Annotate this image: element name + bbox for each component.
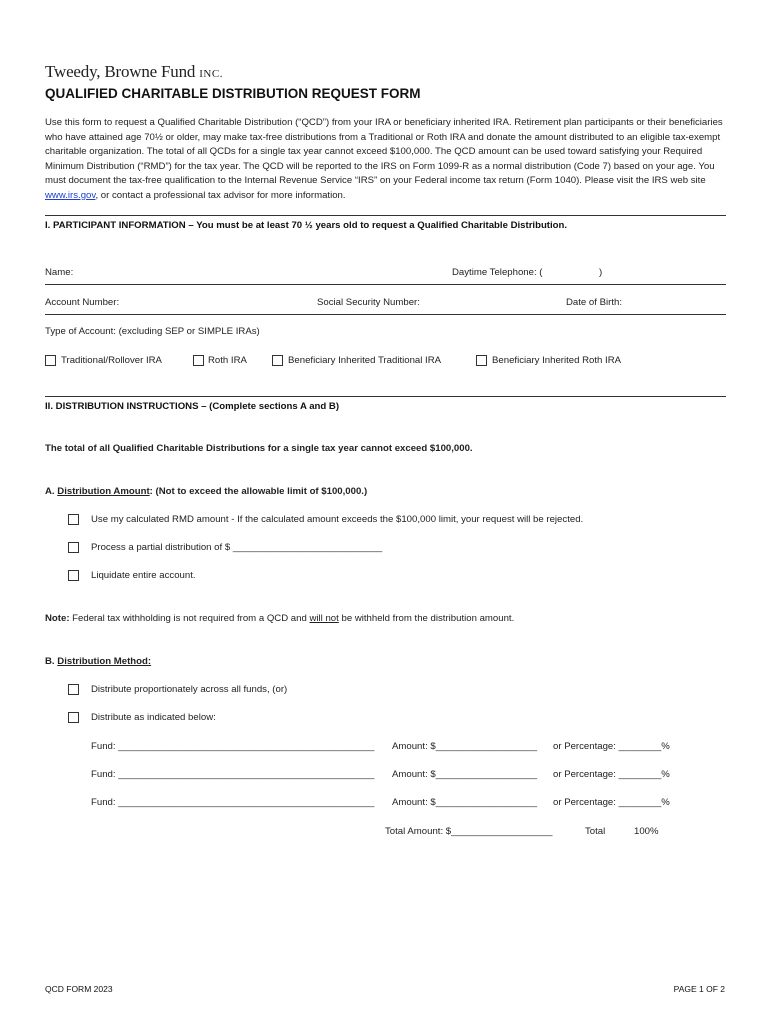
roth-ira-label: Roth IRA bbox=[208, 355, 247, 366]
as-indicated-label: Distribute as indicated below: bbox=[91, 712, 216, 723]
withholding-note bbox=[45, 613, 514, 624]
account-number-label: Account Number: bbox=[45, 297, 120, 308]
phone-close: ) bbox=[599, 267, 603, 278]
percentage-field[interactable]: or Percentage: ________% bbox=[553, 797, 670, 808]
account-type-label: Type of Account: (excluding SEP or SIMPLE IRAs) bbox=[45, 326, 260, 337]
logo-text: Tweedy, Browne Fund bbox=[45, 62, 196, 81]
limit-note: The total of all Qualified Charitable Distributions for a single tax year cannot exceed $100,000. bbox=[45, 443, 473, 454]
section-a-heading bbox=[45, 486, 367, 497]
fund-field[interactable]: Fund: ________________________________________________ bbox=[91, 769, 375, 780]
as-indicated-checkbox[interactable] bbox=[68, 712, 79, 723]
name-field-line[interactable] bbox=[45, 284, 726, 285]
account-field-line[interactable] bbox=[45, 314, 726, 315]
form-title: QUALIFIED CHARITABLE DISTRIBUTION REQUEST FORM bbox=[45, 86, 421, 101]
note-will-not: will not bbox=[309, 613, 339, 624]
ssn-label: Social Security Number: bbox=[317, 297, 420, 308]
fund-field[interactable]: Fund: ________________________________________________ bbox=[91, 797, 375, 808]
section-b-title: Distribution Method: bbox=[57, 656, 152, 667]
traditional-ira-label: Traditional/Rollover IRA bbox=[61, 355, 162, 366]
rmd-amount-checkbox[interactable] bbox=[68, 514, 79, 525]
irs-link[interactable]: www.irs.gov bbox=[45, 189, 96, 201]
percentage-field[interactable]: or Percentage: ________% bbox=[553, 769, 670, 780]
note-label: Note: bbox=[45, 613, 70, 624]
section-b-prefix: B. bbox=[45, 656, 58, 667]
dob-label: Date of Birth: bbox=[566, 297, 622, 308]
footer-page-number: PAGE 1 OF 2 bbox=[673, 984, 725, 994]
proportional-label: Distribute proportionately across all funds, (or) bbox=[91, 684, 288, 695]
name-label: Name: bbox=[45, 267, 74, 278]
proportional-checkbox[interactable] bbox=[68, 684, 79, 695]
section-a-title: Distribution Amount bbox=[57, 486, 150, 497]
fund-field[interactable]: Fund: ________________________________________________ bbox=[91, 741, 375, 752]
total-label: Total bbox=[585, 826, 606, 837]
intro-text: Use this form to request a Qualified Charitable Distribution (“QCD”) from your IRA or beneficiary inherited IRA. Retirement plan participants or their beneficiaries who have attained age 70½ or older, may make tax-free distributions from a Traditional or Roth IRA and donate the amount distributed to an eligible tax-exempt charitable organization. The total of all QCDs for a single tax year cannot exceed $100,000. The QCD amount can be used toward satisfying your Required Minimum Distribution (“RMD”) for the tax year. The QCD will be reported to the IRS on Form 1099-R as a normal distribution (Code 7) based on your age. You must document the tax-free qualification to the Internal Revenue Service “IRS” on your Federal income tax return (Form 1040). Please visit the IRS web site bbox=[45, 117, 723, 187]
beneficiary-roth-checkbox[interactable] bbox=[476, 355, 487, 366]
amount-field[interactable]: Amount: $___________________ bbox=[392, 741, 538, 752]
phone-label: Daytime Telephone: ( bbox=[452, 267, 543, 278]
beneficiary-traditional-checkbox[interactable] bbox=[272, 355, 283, 366]
section-a-prefix: A. bbox=[45, 486, 58, 497]
partial-distribution-checkbox[interactable] bbox=[68, 542, 79, 553]
amount-field[interactable]: Amount: $___________________ bbox=[392, 797, 538, 808]
traditional-ira-checkbox[interactable] bbox=[45, 355, 56, 366]
partial-distribution-label: Process a partial distribution of $ ____________________________ bbox=[91, 542, 383, 553]
liquidate-account-checkbox[interactable] bbox=[68, 570, 79, 581]
section-divider bbox=[45, 396, 726, 397]
logo-suffix: INC. bbox=[199, 68, 223, 80]
total-amount-field[interactable]: Total Amount: $___________________ bbox=[385, 826, 553, 837]
section-a-suffix: : (Not to exceed the allowable limit of $100,000.) bbox=[149, 486, 368, 497]
section1-heading: I. PARTICIPANT INFORMATION – You must be at least 70 ½ years old to request a Qualified Charitable Distribution. bbox=[45, 220, 568, 231]
beneficiary-roth-label: Beneficiary Inherited Roth IRA bbox=[492, 355, 622, 366]
section-divider bbox=[45, 215, 726, 216]
section2-heading: II. DISTRIBUTION INSTRUCTIONS – (Complete sections A and B) bbox=[45, 401, 340, 412]
liquidate-account-label: Liquidate entire account. bbox=[91, 570, 196, 581]
total-percent: 100% bbox=[634, 826, 659, 837]
company-logo bbox=[45, 62, 223, 82]
rmd-amount-label: Use my calculated RMD amount - If the calculated amount exceeds the $100,000 limit, your request will be rejected. bbox=[91, 514, 584, 525]
footer-form-id: QCD FORM 2023 bbox=[45, 984, 113, 994]
note-text-1: Federal tax withholding is not required from a QCD and bbox=[69, 613, 310, 624]
section-b-heading bbox=[45, 656, 151, 667]
intro-text-end: , or contact a professional tax advisor for more information. bbox=[95, 189, 346, 201]
intro-paragraph bbox=[45, 116, 730, 204]
beneficiary-traditional-label: Beneficiary Inherited Traditional IRA bbox=[288, 355, 442, 366]
note-text-2: be withheld from the distribution amount. bbox=[338, 613, 515, 624]
percentage-field[interactable]: or Percentage: ________% bbox=[553, 741, 670, 752]
amount-field[interactable]: Amount: $___________________ bbox=[392, 769, 538, 780]
roth-ira-checkbox[interactable] bbox=[193, 355, 204, 366]
